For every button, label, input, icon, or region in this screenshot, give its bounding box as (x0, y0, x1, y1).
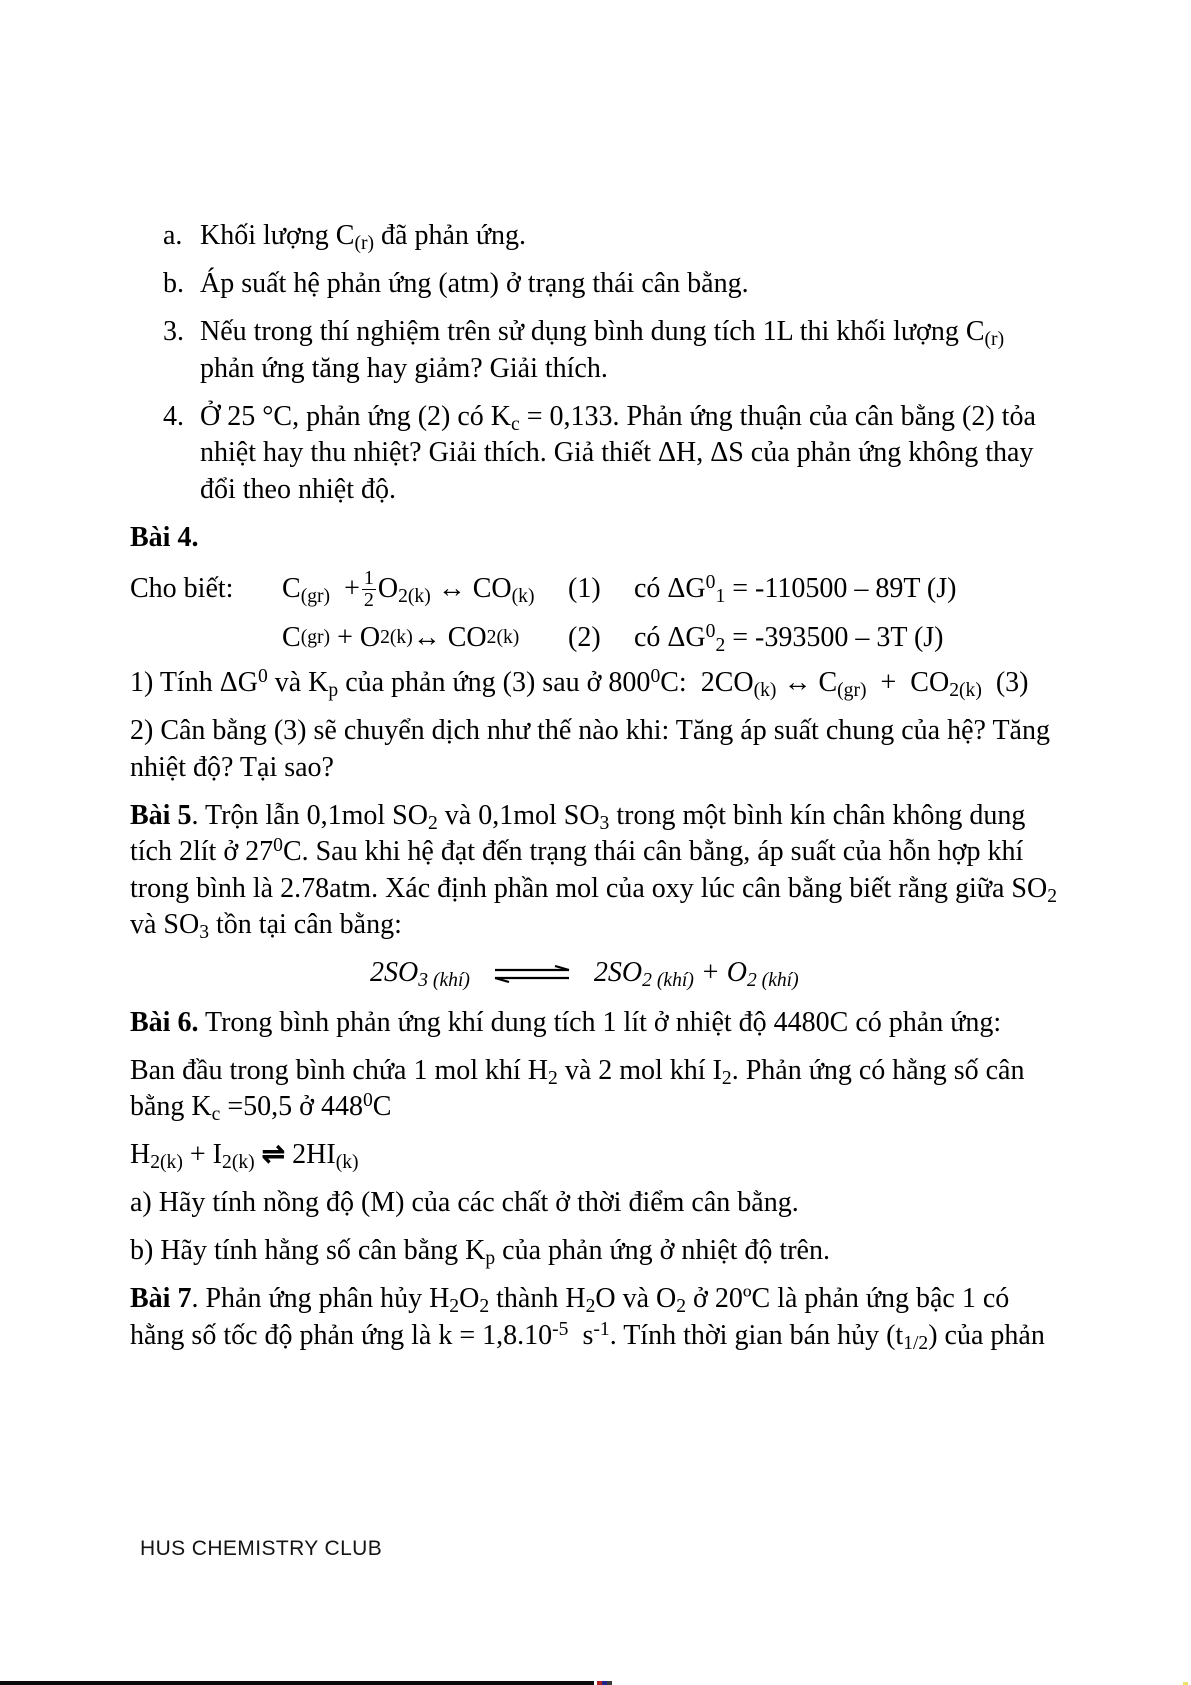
list-item (130, 314, 1063, 387)
page-edge-fragment (597, 1681, 612, 1685)
equation-2-formula: C (gr) + O 2(k) ↔ CO 2(k) (282, 621, 520, 653)
list-item-text: Áp suất hệ phản ứng (atm) ở trạng thái cân bằng. (200, 268, 749, 299)
list-item (130, 266, 1063, 303)
equation-1-post: $O_{2(k)}$ ↔ $CO_{(k)}$ (377, 572, 535, 607)
equation-1-pre: $C_{(gr)}$ + (282, 572, 360, 607)
equation-2-gibbs: có $\Delta G^0_2 = -393500 - 3T$ (J) (634, 620, 944, 656)
exercise-6-equation: $H_{2(k)} + I_{2(k)}$ ⇌ $2HI_{(k)}$ (130, 1139, 359, 1173)
page-edge-bar (0, 1681, 594, 1685)
exercise-5-body: Bài 5. Trộn lẫn 0,1mol $SO_2$ và 0,1mol $SO_3$ trong một bình kín chân không dung tích 2lít ở $27^0C$. Sau khi hệ đạt đến trạng thái cân bằng, áp suất của hỗn hợp khí trong bình là 2.78atm. Xác định phần mol của oxy lúc cân bằng biết rằng giữa $SO_2$ và $SO_3$ tồn tại cân bằng: (130, 799, 1057, 943)
exercise-6-intro: Bài 6. Trong bình phản ứng khí dung tích 1 lít ở nhiệt độ 4480C có phản ứng: (130, 1006, 1002, 1038)
equilibrium-arrows-icon (492, 965, 572, 983)
equation-left-side: $2SO_{3 (khí)}$ (370, 957, 470, 991)
equation-right-side: $2SO_{2 (khí)} + O_{2 (khí)}$ (593, 957, 799, 991)
list-item-marker: 4. (163, 400, 184, 432)
list-item-text: Ở 25 °C, phản ứng (2) có $K_c = 0,133$. Phản ứng thuận của cân bằng (2) tỏa nhiệt hay thu nhiệt? Giải thích. Giả thiết ΔH, ΔS của phản ứng không thay đổi theo nhiệt độ. (200, 400, 1036, 505)
exercise-5-equilibrium-equation (370, 955, 1063, 992)
equation-1-gibbs: có $\Delta G^0_1 = -110500 - 89T$ (J) (634, 571, 957, 607)
list-item-text: Nếu trong thí nghiệm trên sử dụng bình dung tích 1L thi khối lượng $C_{(r)}$ phản ứng tăng hay giảm? Giải thích. (200, 316, 1005, 384)
exercise-6-initial-conditions: Ban đầu trong bình chứa 1 mol khí $H_2$ và 2 mol khí $I_2$. Phản ứng có hằng số cân bằng $K_c =50,5$ ở $448^0C$ (130, 1054, 1025, 1125)
exercise-4-question-2: 2) Cân bằng (3) sẽ chuyển dịch như thế nào khi: Tăng áp suất chung của hệ? Tăng nhiệt độ? Tại sao? (130, 715, 1050, 783)
exercise-6-question-a: a) Hãy tính nồng độ (M) của các chất ở thời điểm cân bằng. (130, 1187, 799, 1218)
exercise-4-question-1: 1) Tính $\Delta G^0$ và $K_p$ của phản ứng (3) sau ở $800^0C$: $2CO_{(k)}$ ↔ $C_{(gr)} + CO_{2(k)}$ (3) (130, 666, 1029, 701)
footer-brand: HUS CHEMISTRY CLUB (140, 1537, 383, 1560)
equation-1-formula (282, 568, 540, 611)
fraction-numerator: 1 (363, 566, 374, 589)
list-item-text: Khối lượng $C_{(r)}$ đã phản ứng. (200, 220, 527, 254)
equation-1-number: (1) (568, 572, 601, 604)
exercise-4-heading: Bài 4. (130, 521, 199, 553)
exercise-7-body: Bài 7. Phản ứng phân hủy $H_2O_2$ thành $H_2O$ và $O_2$ ở 20ºC là phản ứng bậc 1 có hằng số tốc độ phản ứng là $k = 1,8.10^{-5}$ $s^{-1}$. Tính thời gian bán hủy $(t_{1/2})$ của phản (130, 1283, 1045, 1354)
list-item (130, 399, 1063, 509)
equation-2-number: (2) (568, 621, 601, 653)
fraction-denominator: 2 (363, 588, 374, 611)
list-item-marker: 3. (163, 316, 184, 347)
equation-row-2 (130, 620, 1063, 657)
fragment-segment (607, 1681, 612, 1685)
list-item-marker: b. (163, 268, 184, 299)
list-item (130, 218, 1063, 255)
given-label: Cho biết: (130, 572, 234, 604)
exercise-6-question-b: b) Hãy tính hằng số cân bằng $K_p$ của phản ứng ở nhiệt độ trên. (130, 1235, 830, 1269)
equation-row-1 (130, 568, 1063, 611)
list-item-marker: a. (163, 220, 183, 251)
fraction-one-half (362, 568, 376, 611)
